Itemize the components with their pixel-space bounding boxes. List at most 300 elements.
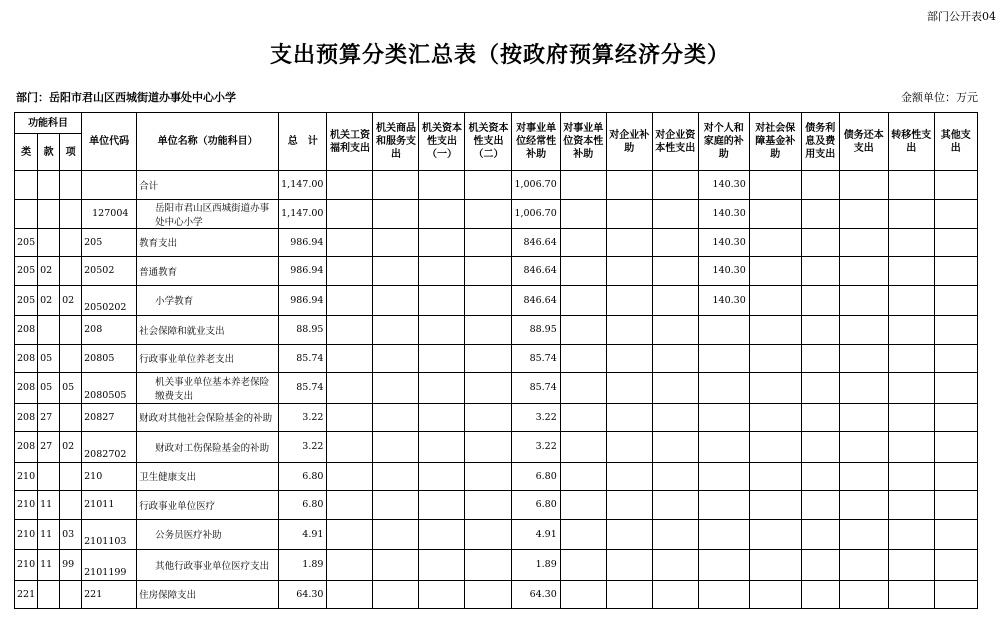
cell-c1 <box>327 580 373 609</box>
cell-xiang <box>60 171 82 200</box>
cell-c1 <box>327 344 373 373</box>
header-total: 总 计 <box>279 113 327 171</box>
cell-c1 <box>327 491 373 520</box>
cell-c10 <box>749 257 801 286</box>
cell-c5: 846.64 <box>512 228 560 257</box>
cell-c9 <box>698 432 749 463</box>
cell-c4 <box>465 373 512 404</box>
cell-lei: 208 <box>15 344 38 373</box>
cell-c8 <box>652 491 698 520</box>
cell-unit-name: 其他行政事业单位医疗支出 <box>137 550 279 581</box>
cell-c3 <box>419 519 465 550</box>
cell-c11 <box>801 403 839 432</box>
cell-c8 <box>652 285 698 316</box>
cell-c9: 140.30 <box>698 257 749 286</box>
cell-c7 <box>606 228 652 257</box>
cell-xiang <box>60 491 82 520</box>
department-label: 部门：岳阳市君山区西城街道办事处中心小学 <box>16 91 236 104</box>
cell-c5: 6.80 <box>512 462 560 491</box>
cell-lei: 205 <box>15 285 38 316</box>
header-c9: 对个人和家庭的补助 <box>698 113 749 171</box>
cell-c10 <box>749 285 801 316</box>
cell-c7 <box>606 580 652 609</box>
cell-c2 <box>373 432 419 463</box>
cell-xiang <box>60 316 82 345</box>
cell-c11 <box>801 228 839 257</box>
cell-c2 <box>373 316 419 345</box>
cell-c14 <box>934 285 977 316</box>
cell-c9 <box>698 344 749 373</box>
cell-c2 <box>373 344 419 373</box>
cell-c11 <box>801 491 839 520</box>
cell-c2 <box>373 199 419 228</box>
cell-unit-name: 财政对工伤保险基金的补助 <box>137 432 279 463</box>
cell-xiang: 99 <box>60 550 82 581</box>
header-c6: 对事业单位资本性补助 <box>560 113 606 171</box>
cell-unit-code: 20827 <box>82 403 137 432</box>
cell-c1 <box>327 199 373 228</box>
cell-c4 <box>465 432 512 463</box>
cell-c9 <box>698 519 749 550</box>
cell-total: 1,147.00 <box>279 171 327 200</box>
cell-c8 <box>652 199 698 228</box>
cell-c12 <box>839 285 888 316</box>
cell-unit-name: 行政事业单位医疗 <box>137 491 279 520</box>
header-unit-name: 单位名称（功能科目） <box>137 113 279 171</box>
header-c13: 转移性支出 <box>888 113 934 171</box>
cell-c14 <box>934 344 977 373</box>
cell-c1 <box>327 373 373 404</box>
header-c3: 机关资本性支出（一） <box>419 113 465 171</box>
cell-kuan: 02 <box>38 257 60 286</box>
cell-c6 <box>560 462 606 491</box>
cell-c4 <box>465 228 512 257</box>
header-c1: 机关工资福利支出 <box>327 113 373 171</box>
cell-c4 <box>465 344 512 373</box>
cell-c1 <box>327 550 373 581</box>
cell-c2 <box>373 228 419 257</box>
cell-xiang: 02 <box>60 432 82 463</box>
cell-xiang <box>60 199 82 228</box>
cell-c6 <box>560 580 606 609</box>
cell-c5: 846.64 <box>512 257 560 286</box>
cell-c3 <box>419 199 465 228</box>
cell-unit-code: 20805 <box>82 344 137 373</box>
cell-c6 <box>560 228 606 257</box>
cell-c4 <box>465 257 512 286</box>
cell-c7 <box>606 285 652 316</box>
cell-total: 6.80 <box>279 491 327 520</box>
cell-c13 <box>888 228 934 257</box>
cell-c12 <box>839 550 888 581</box>
cell-c14 <box>934 228 977 257</box>
cell-c4 <box>465 316 512 345</box>
cell-total: 986.94 <box>279 228 327 257</box>
cell-c14 <box>934 550 977 581</box>
cell-lei: 210 <box>15 550 38 581</box>
cell-c5: 88.95 <box>512 316 560 345</box>
header-c12: 债务还本支出 <box>839 113 888 171</box>
cell-c8 <box>652 580 698 609</box>
cell-c11 <box>801 462 839 491</box>
cell-unit-name: 小学教育 <box>137 285 279 316</box>
header-c14: 其他支出 <box>934 113 977 171</box>
cell-c6 <box>560 171 606 200</box>
cell-unit-code: 2080505 <box>82 373 137 404</box>
cell-c1 <box>327 432 373 463</box>
cell-c12 <box>839 199 888 228</box>
cell-total: 986.94 <box>279 257 327 286</box>
cell-c10 <box>749 580 801 609</box>
cell-c12 <box>839 403 888 432</box>
cell-lei: 208 <box>15 316 38 345</box>
cell-c5: 846.64 <box>512 285 560 316</box>
cell-c7 <box>606 491 652 520</box>
cell-total: 64.30 <box>279 580 327 609</box>
cell-c11 <box>801 580 839 609</box>
cell-c2 <box>373 171 419 200</box>
table-row <box>15 228 978 257</box>
cell-c5: 64.30 <box>512 580 560 609</box>
cell-kuan <box>38 199 60 228</box>
cell-c3 <box>419 432 465 463</box>
cell-c6 <box>560 316 606 345</box>
cell-lei: 208 <box>15 403 38 432</box>
cell-kuan: 11 <box>38 491 60 520</box>
cell-c4 <box>465 462 512 491</box>
header-kuan: 款 <box>38 134 60 171</box>
cell-unit-name: 卫生健康支出 <box>137 462 279 491</box>
cell-kuan: 27 <box>38 403 60 432</box>
cell-c13 <box>888 462 934 491</box>
cell-c6 <box>560 257 606 286</box>
cell-c6 <box>560 199 606 228</box>
cell-unit-code: 2101199 <box>82 550 137 581</box>
cell-c6 <box>560 432 606 463</box>
cell-lei <box>15 171 38 200</box>
cell-unit-code: 2082702 <box>82 432 137 463</box>
cell-c11 <box>801 171 839 200</box>
cell-c13 <box>888 199 934 228</box>
cell-total: 4.91 <box>279 519 327 550</box>
cell-kuan: 02 <box>38 285 60 316</box>
cell-c11 <box>801 285 839 316</box>
cell-c5: 85.74 <box>512 344 560 373</box>
cell-total: 1.89 <box>279 550 327 581</box>
cell-c12 <box>839 462 888 491</box>
header-c5: 对事业单位经常性补助 <box>512 113 560 171</box>
cell-c6 <box>560 519 606 550</box>
cell-c11 <box>801 519 839 550</box>
cell-unit-name: 财政对其他社会保险基金的补助 <box>137 403 279 432</box>
cell-c3 <box>419 373 465 404</box>
cell-c10 <box>749 403 801 432</box>
cell-c11 <box>801 316 839 345</box>
cell-c8 <box>652 316 698 345</box>
cell-unit-code: 2050202 <box>82 285 137 316</box>
cell-c6 <box>560 403 606 432</box>
cell-c2 <box>373 285 419 316</box>
cell-c11 <box>801 199 839 228</box>
cell-c6 <box>560 344 606 373</box>
cell-c4 <box>465 199 512 228</box>
cell-c1 <box>327 403 373 432</box>
cell-c7 <box>606 257 652 286</box>
header-c10: 对社会保障基金补助 <box>749 113 801 171</box>
cell-c3 <box>419 550 465 581</box>
cell-lei: 205 <box>15 228 38 257</box>
cell-c8 <box>652 171 698 200</box>
cell-c10 <box>749 171 801 200</box>
cell-c12 <box>839 580 888 609</box>
cell-c8 <box>652 344 698 373</box>
cell-c2 <box>373 373 419 404</box>
cell-c10 <box>749 432 801 463</box>
cell-total: 88.95 <box>279 316 327 345</box>
cell-c11 <box>801 257 839 286</box>
table-row <box>15 432 978 463</box>
cell-c14 <box>934 491 977 520</box>
cell-c3 <box>419 462 465 491</box>
table-row <box>15 257 978 286</box>
cell-c8 <box>652 373 698 404</box>
cell-c11 <box>801 432 839 463</box>
cell-c7 <box>606 344 652 373</box>
cell-c4 <box>465 550 512 581</box>
cell-c12 <box>839 344 888 373</box>
cell-c2 <box>373 462 419 491</box>
cell-lei: 208 <box>15 373 38 404</box>
cell-c8 <box>652 550 698 581</box>
header-c8: 对企业资本性支出 <box>652 113 698 171</box>
cell-c10 <box>749 550 801 581</box>
cell-unit-code: 127004 <box>82 199 137 228</box>
cell-total: 986.94 <box>279 285 327 316</box>
cell-lei: 205 <box>15 257 38 286</box>
cell-c14 <box>934 519 977 550</box>
cell-xiang <box>60 580 82 609</box>
cell-total: 3.22 <box>279 432 327 463</box>
cell-kuan <box>38 171 60 200</box>
cell-c9: 140.30 <box>698 199 749 228</box>
cell-c13 <box>888 550 934 581</box>
table-row <box>15 316 978 345</box>
cell-c10 <box>749 344 801 373</box>
cell-kuan: 05 <box>38 373 60 404</box>
cell-c10 <box>749 462 801 491</box>
cell-c5: 4.91 <box>512 519 560 550</box>
cell-c4 <box>465 171 512 200</box>
cell-unit-name: 机关事业单位基本养老保险缴费支出 <box>137 373 279 404</box>
cell-c14 <box>934 462 977 491</box>
cell-total: 3.22 <box>279 403 327 432</box>
cell-c10 <box>749 199 801 228</box>
cell-c13 <box>888 316 934 345</box>
cell-c13 <box>888 432 934 463</box>
cell-c5: 1.89 <box>512 550 560 581</box>
header-c4: 机关资本性支出（二） <box>465 113 512 171</box>
cell-c14 <box>934 403 977 432</box>
cell-c13 <box>888 519 934 550</box>
cell-c3 <box>419 344 465 373</box>
cell-c7 <box>606 550 652 581</box>
cell-kuan: 11 <box>38 550 60 581</box>
cell-total: 85.74 <box>279 373 327 404</box>
cell-unit-code: 208 <box>82 316 137 345</box>
cell-xiang <box>60 462 82 491</box>
cell-c3 <box>419 491 465 520</box>
cell-unit-code: 20502 <box>82 257 137 286</box>
cell-c5: 1,006.70 <box>512 199 560 228</box>
header-unit-code: 单位代码 <box>82 113 137 171</box>
table-row <box>15 462 978 491</box>
cell-c14 <box>934 171 977 200</box>
cell-unit-code <box>82 171 137 200</box>
cell-unit-code: 2101103 <box>82 519 137 550</box>
cell-c5: 1,006.70 <box>512 171 560 200</box>
header-xiang: 项 <box>60 134 82 171</box>
cell-kuan: 05 <box>38 344 60 373</box>
cell-c9 <box>698 491 749 520</box>
cell-c2 <box>373 580 419 609</box>
cell-c10 <box>749 228 801 257</box>
table-row <box>15 491 978 520</box>
cell-c10 <box>749 519 801 550</box>
cell-lei <box>15 199 38 228</box>
cell-c11 <box>801 344 839 373</box>
cell-c7 <box>606 462 652 491</box>
cell-c1 <box>327 171 373 200</box>
cell-c3 <box>419 257 465 286</box>
cell-c9 <box>698 373 749 404</box>
cell-c5: 6.80 <box>512 491 560 520</box>
cell-c8 <box>652 257 698 286</box>
cell-c9: 140.30 <box>698 171 749 200</box>
header-lei: 类 <box>15 134 38 171</box>
cell-unit-name: 普通教育 <box>137 257 279 286</box>
cell-unit-name: 住房保障支出 <box>137 580 279 609</box>
cell-c4 <box>465 519 512 550</box>
cell-xiang <box>60 257 82 286</box>
cell-c6 <box>560 550 606 581</box>
table-row <box>15 550 978 581</box>
cell-unit-code: 210 <box>82 462 137 491</box>
cell-unit-name: 公务员医疗补助 <box>137 519 279 550</box>
cell-c7 <box>606 519 652 550</box>
cell-c10 <box>749 373 801 404</box>
cell-lei: 210 <box>15 462 38 491</box>
cell-total: 1,147.00 <box>279 199 327 228</box>
cell-c9 <box>698 462 749 491</box>
cell-c6 <box>560 491 606 520</box>
cell-c1 <box>327 285 373 316</box>
table-row <box>15 373 978 404</box>
cell-c9: 140.30 <box>698 285 749 316</box>
cell-c1 <box>327 519 373 550</box>
cell-kuan <box>38 580 60 609</box>
cell-c4 <box>465 580 512 609</box>
cell-c14 <box>934 580 977 609</box>
cell-c3 <box>419 403 465 432</box>
cell-c13 <box>888 491 934 520</box>
cell-c9 <box>698 550 749 581</box>
cell-c3 <box>419 316 465 345</box>
cell-c12 <box>839 257 888 286</box>
cell-unit-name: 教育支出 <box>137 228 279 257</box>
table-row <box>15 285 978 316</box>
table-row <box>15 171 978 200</box>
budget-table <box>14 112 978 609</box>
table-row <box>15 580 978 609</box>
cell-c7 <box>606 316 652 345</box>
cell-c2 <box>373 519 419 550</box>
cell-xiang <box>60 344 82 373</box>
cell-kuan <box>38 316 60 345</box>
cell-c14 <box>934 432 977 463</box>
cell-c5: 85.74 <box>512 373 560 404</box>
cell-c4 <box>465 491 512 520</box>
cell-unit-code: 205 <box>82 228 137 257</box>
cell-c2 <box>373 491 419 520</box>
cell-unit-code: 221 <box>82 580 137 609</box>
cell-c2 <box>373 403 419 432</box>
cell-c12 <box>839 316 888 345</box>
cell-c4 <box>465 403 512 432</box>
cell-c7 <box>606 432 652 463</box>
cell-xiang: 05 <box>60 373 82 404</box>
cell-unit-code: 21011 <box>82 491 137 520</box>
cell-lei: 210 <box>15 491 38 520</box>
cell-c1 <box>327 316 373 345</box>
cell-c13 <box>888 285 934 316</box>
cell-xiang: 02 <box>60 285 82 316</box>
cell-c10 <box>749 316 801 345</box>
cell-c3 <box>419 580 465 609</box>
cell-c13 <box>888 580 934 609</box>
cell-xiang <box>60 228 82 257</box>
cell-c9: 140.30 <box>698 228 749 257</box>
cell-xiang: 03 <box>60 519 82 550</box>
cell-c5: 3.22 <box>512 403 560 432</box>
table-row <box>15 199 978 228</box>
header-c7: 对企业补助 <box>606 113 652 171</box>
cell-c10 <box>749 491 801 520</box>
cell-c14 <box>934 199 977 228</box>
cell-c13 <box>888 257 934 286</box>
cell-unit-name: 行政事业单位养老支出 <box>137 344 279 373</box>
cell-lei: 210 <box>15 519 38 550</box>
cell-total: 85.74 <box>279 344 327 373</box>
table-row <box>15 519 978 550</box>
page-title: 支出预算分类汇总表（按政府预算经济分类） <box>269 42 730 68</box>
cell-c5: 3.22 <box>512 432 560 463</box>
cell-kuan <box>38 462 60 491</box>
cell-c7 <box>606 373 652 404</box>
cell-c14 <box>934 316 977 345</box>
cell-kuan: 11 <box>38 519 60 550</box>
cell-c12 <box>839 171 888 200</box>
cell-c1 <box>327 462 373 491</box>
cell-c8 <box>652 519 698 550</box>
cell-c1 <box>327 228 373 257</box>
cell-unit-name: 合计 <box>137 171 279 200</box>
cell-c8 <box>652 403 698 432</box>
cell-c9 <box>698 403 749 432</box>
cell-c3 <box>419 171 465 200</box>
cell-c2 <box>373 257 419 286</box>
cell-unit-name: 社会保障和就业支出 <box>137 316 279 345</box>
cell-c12 <box>839 373 888 404</box>
